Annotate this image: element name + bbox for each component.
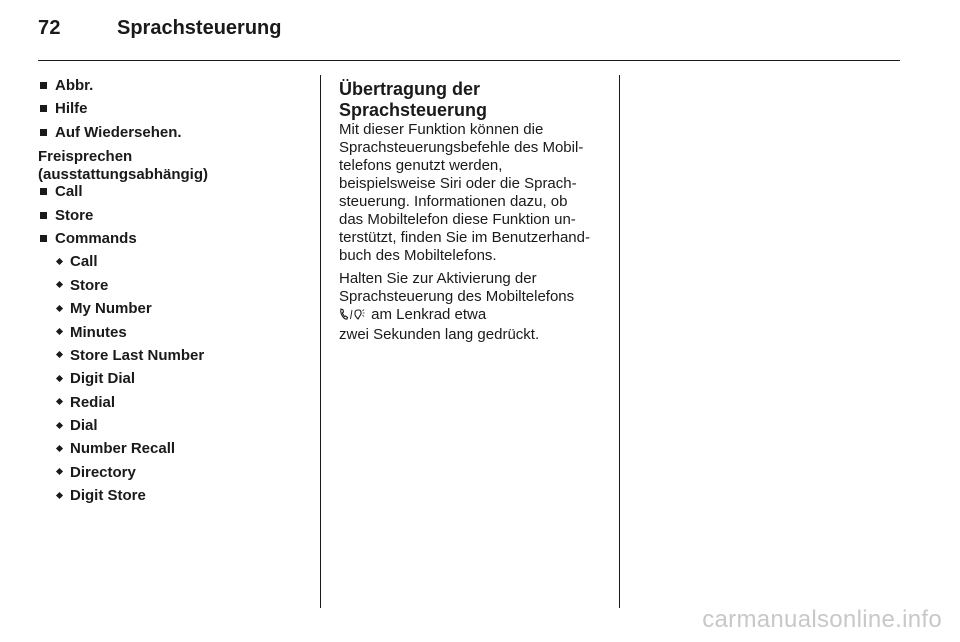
section-heading-line: (ausstattungsabhängig): [38, 166, 209, 184]
sublist-item: Redial: [55, 395, 308, 410]
text-line-with-icons: [339, 306, 611, 326]
sublist-item: Directory: [55, 465, 308, 480]
text-line: beispielsweise Siri oder die Sprach-: [339, 175, 577, 192]
section-heading-freisprechen: [38, 148, 308, 184]
section-heading-transfer: [339, 79, 611, 121]
sublist-item: Store: [55, 278, 308, 293]
sublist-item: Digit Dial: [55, 371, 308, 386]
watermark: carmanualsonline.info: [702, 606, 942, 633]
list-item: Call: [38, 184, 308, 199]
list-item: Hilfe: [38, 101, 308, 116]
sublist-item: Store Last Number: [55, 348, 308, 363]
text-line: Sprachsteuerung des Mobiltelefons: [339, 288, 575, 305]
list-item-commands: [38, 231, 308, 503]
sublist-item: Number Recall: [55, 441, 308, 456]
text-line: zwei Sekunden lang gedrückt.: [339, 326, 540, 343]
section-heading-line: Freisprechen: [38, 148, 133, 166]
list-item: Auf Wiedersehen.: [38, 125, 308, 140]
column-divider-right: [619, 75, 620, 608]
section-heading-line: Sprachsteuerung: [339, 100, 488, 120]
text-line: das Mobiltelefon diese Funktion un-: [339, 211, 576, 228]
column-2: [339, 79, 611, 344]
steering-wheel-buttons: [339, 307, 365, 326]
text-line: terstützt, finden Sie im Benutzerhand-: [339, 229, 590, 246]
sublist-item: Digit Store: [55, 488, 308, 503]
text-line: steuerung. Informationen dazu, ob: [339, 193, 568, 210]
text-fragment: am Lenkrad etwa: [367, 306, 487, 323]
phone-icon: [341, 309, 348, 319]
list-item-label: Commands: [55, 229, 137, 247]
text-line: buch des Mobiltelefons.: [339, 247, 497, 264]
command-list-general: [38, 78, 308, 140]
commands-sublist: [38, 254, 308, 503]
text-line: Mit dieser Funktion können die: [339, 121, 544, 138]
command-list-handsfree: [38, 184, 308, 503]
header-rule: [38, 60, 900, 61]
voice-control-icon: [355, 310, 365, 320]
paragraph-activation: [339, 270, 611, 344]
sublist-item: Minutes: [55, 325, 308, 340]
paragraph-description: [339, 121, 611, 265]
list-item: Abbr.: [38, 78, 308, 93]
sublist-item: Call: [55, 254, 308, 269]
page-title: Sprachsteuerung: [117, 17, 282, 39]
page-number: 72: [38, 17, 61, 39]
text-line: Halten Sie zur Aktivierung der: [339, 270, 537, 287]
list-item: Store: [38, 208, 308, 223]
column-divider-left: [320, 75, 321, 608]
column-1: [38, 78, 308, 512]
sublist-item: My Number: [55, 301, 308, 316]
sublist-item: Dial: [55, 418, 308, 433]
separator-slash: [351, 310, 353, 319]
section-heading-line: Übertragung der: [339, 79, 481, 99]
text-line: Sprachsteuerungsbefehle des Mobil-: [339, 139, 584, 156]
text-line: telefons genutzt werden,: [339, 157, 503, 174]
